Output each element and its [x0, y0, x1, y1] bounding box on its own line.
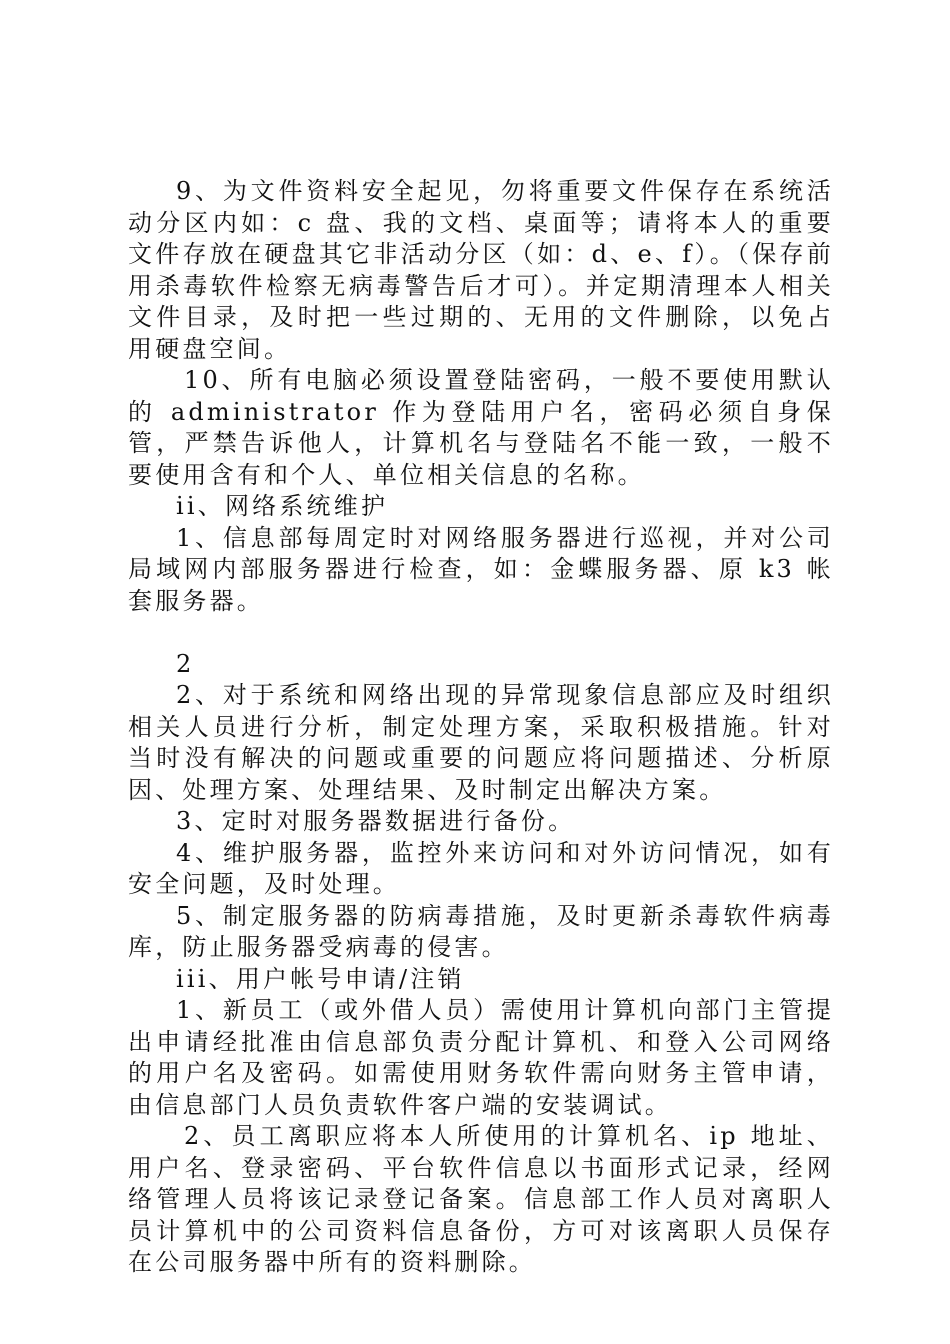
paragraph-network-item-3: 3、定时对服务器数据进行备份。 — [176, 807, 576, 835]
paragraph-network-item-5: 5、制定服务器的防病毒措施，及时更新杀毒软件病毒库，防止服务器受病毒的侵害。 — [128, 901, 834, 961]
document-body — [128, 176, 834, 1279]
paragraph-network-item-4: 4、维护服务器，监控外来访问和对外访问情况，如有安全问题，及时处理。 — [128, 838, 834, 898]
paragraph-network-item-2: 2、对于系统和网络出现的异常现象信息部应及时组织相关人员进行分析，制定处理方案，采取积极措施。针对当时没有解决的问题或重要的问题应将问题描述、分析原因、处理方案、处理结果、及时制定出解决方案。 — [128, 681, 834, 804]
paragraph-item-10: 10、所有电脑必须设置登陆密码，一般不要使用默认的 administrator 作为登陆用户名，密码必须自身保管，严禁告诉他人，计算机名与登陆名不能一致，一般不要使用含有和个人、单位相关信息的名称。 — [128, 366, 834, 489]
paragraph-item-9: 9、为文件资料安全起见，勿将重要文件保存在系统活动分区内如：c 盘、我的文档、桌面等；请将本人的重要文件存放在硬盘其它非活动分区（如：d、e、f）。（保存前用杀毒软件检察无病毒警告后才可）。并定期清理本人相关文件目录，及时把一些过期的、无用的文件删除，以免占用硬盘空间。 — [128, 177, 834, 363]
paragraph-network-item-1: 1、信息部每周定时对网络服务器进行巡视，并对公司局域网内部服务器进行检查，如：金蝶服务器、原 k3 帐套服务器。 — [128, 523, 834, 615]
blank-line — [128, 617, 834, 649]
paragraph-account-item-1: 1、新员工（或外借人员）需使用计算机向部门主管提出申请经批准由信息部负责分配计算机、和登入公司网络的用户名及密码。如需使用财务软件需向财务主管申请，由信息部门人员负责软件客户端的安装调试。 — [128, 996, 834, 1119]
section-heading-network-maintenance: ii、网络系统维护 — [176, 492, 389, 520]
section-heading-user-accounts: iii、用户帐号申请/注销 — [176, 964, 465, 993]
page-number: 2 — [176, 649, 195, 678]
paragraph-account-item-2: 2、员工离职应将本人所使用的计算机名、ip 地址、用户名、登录密码、平台软件信息以书面形式记录，经网络管理人员将该记录登记备案。信息部工作人员对离职人员计算机中的公司资料信息备份，方可对该离职人员保存在公司服务器中所有的资料删除。 — [128, 1122, 834, 1276]
